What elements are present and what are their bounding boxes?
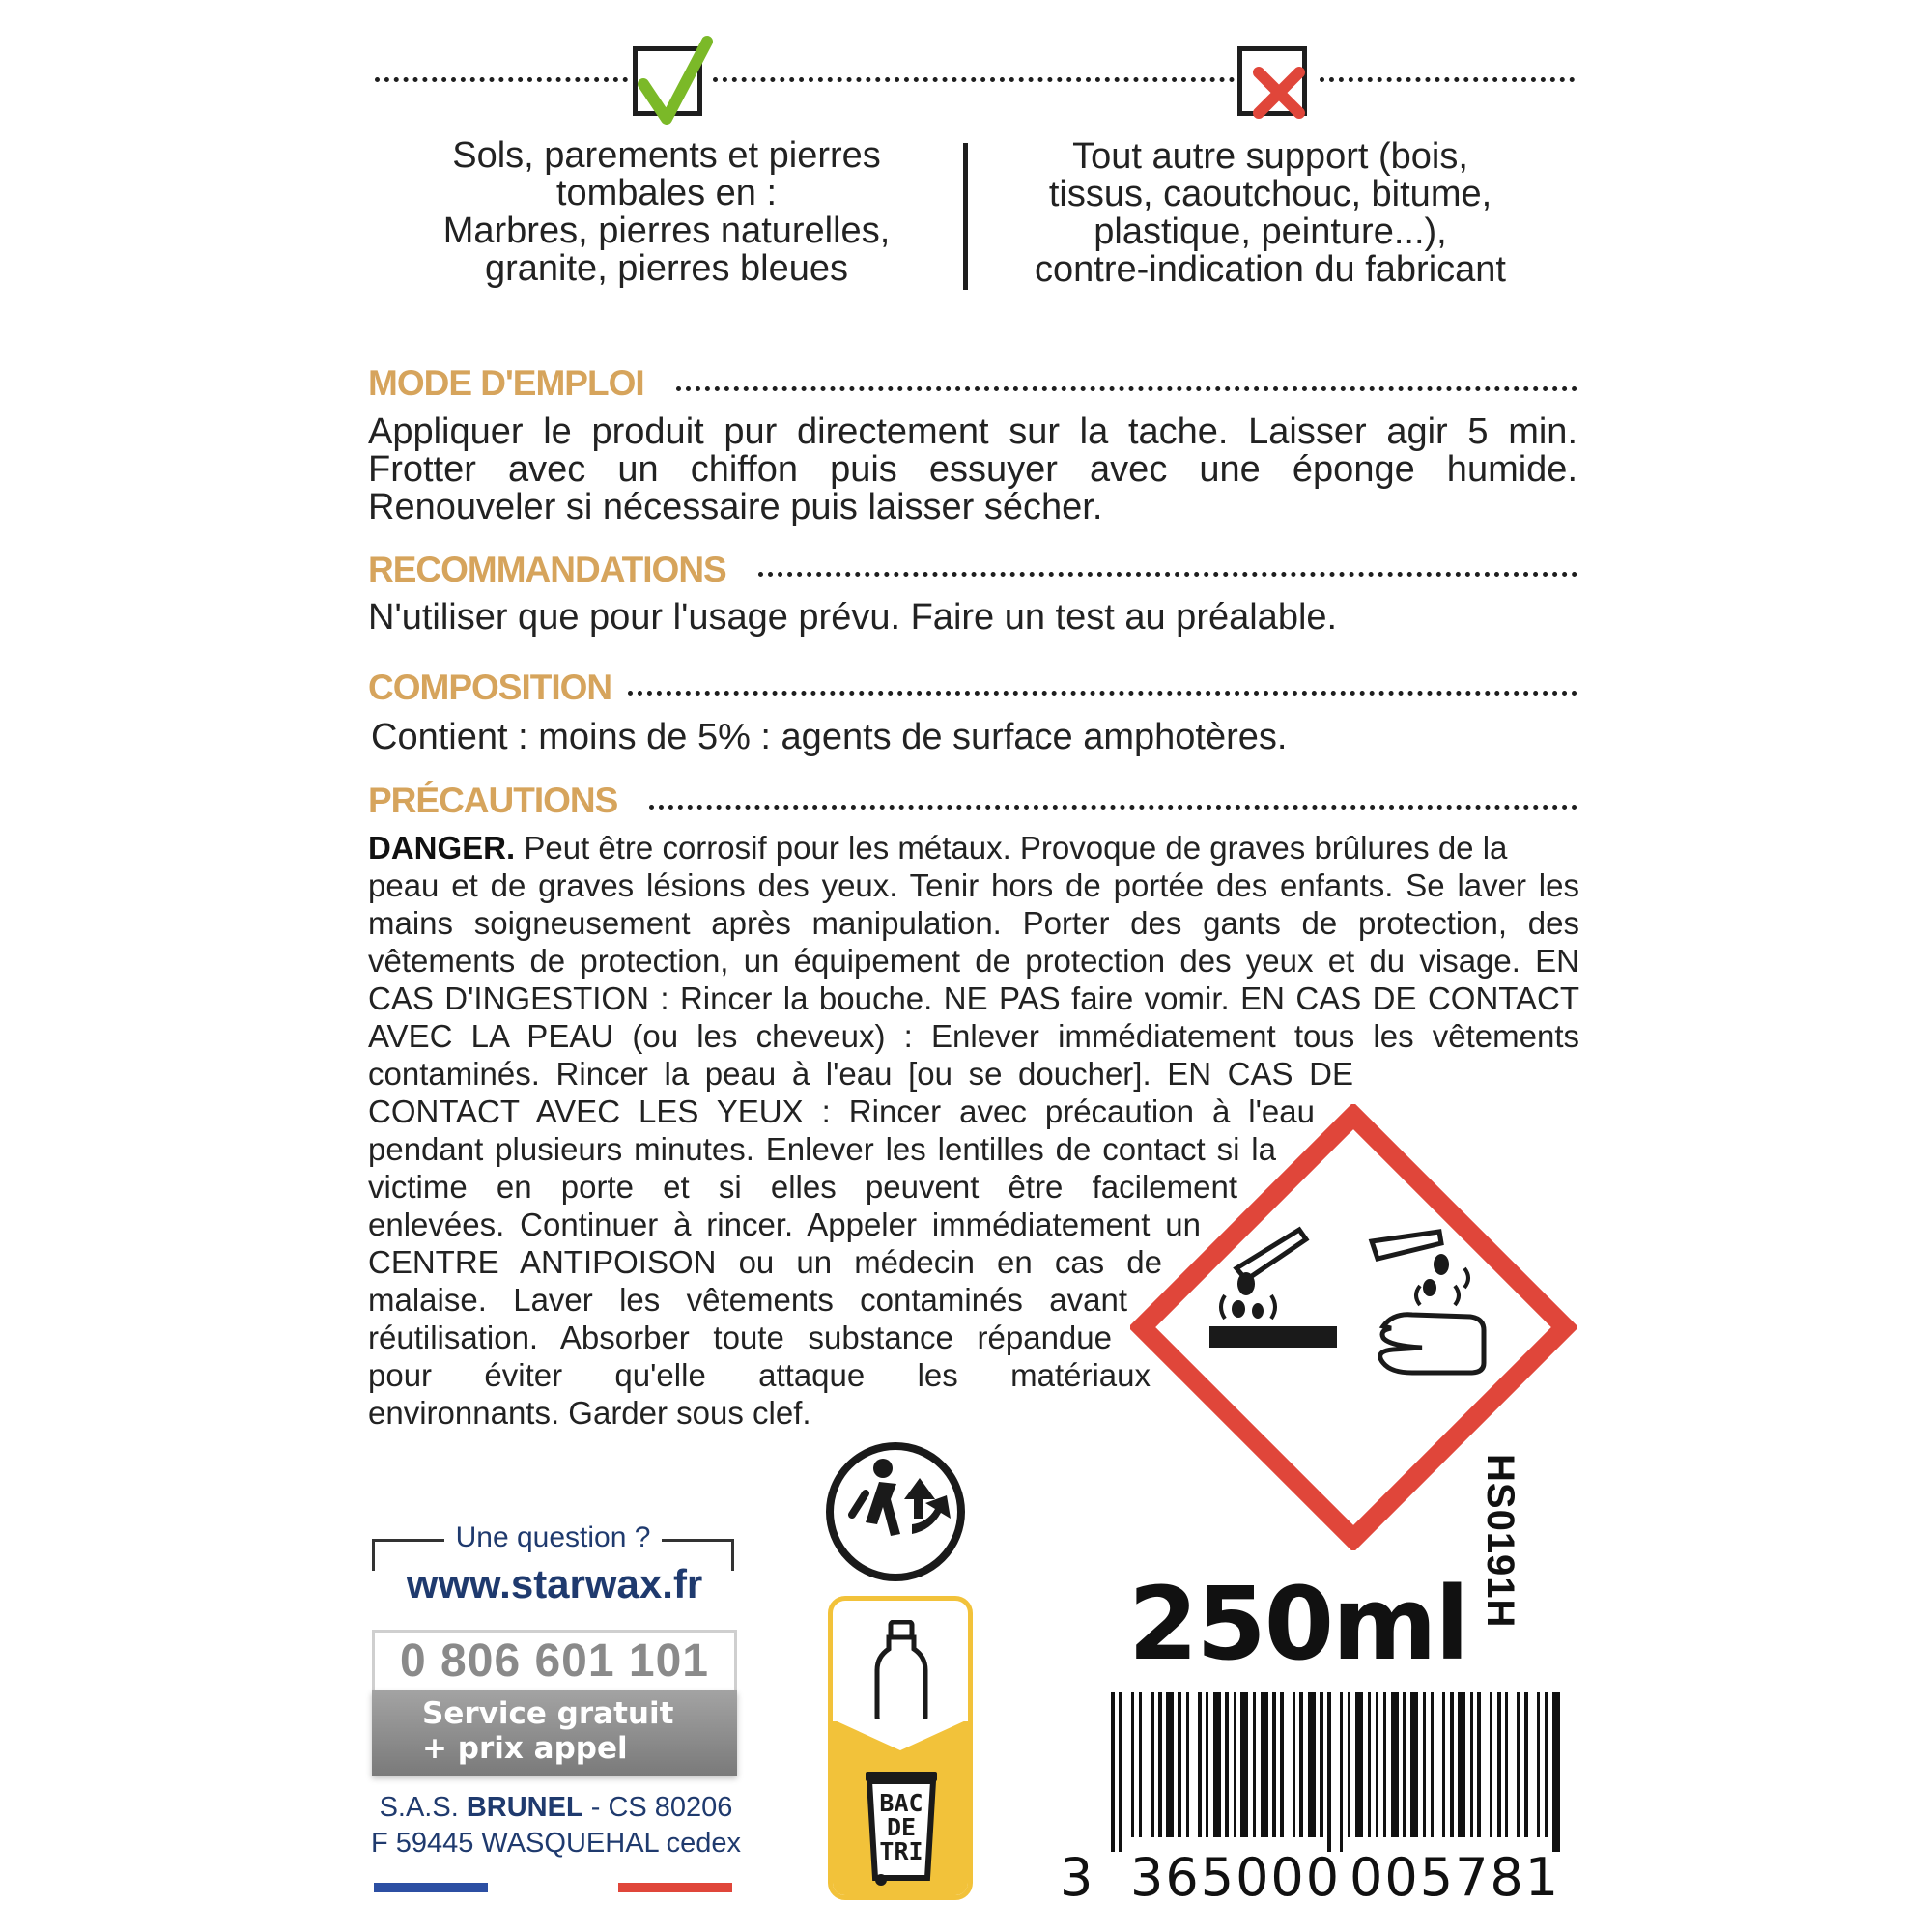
barcode-bar [1119,1692,1122,1852]
barcode-bar [1166,1692,1174,1837]
prec-line-15: environnants. Garder sous clef. [368,1395,811,1431]
cross-icon [1237,46,1307,116]
column-separator [963,143,968,290]
prec-line-0: Peut être corrosif pour les métaux. Provoque de graves brûlures de la [515,830,1508,866]
prec-line-13: réutilisation. Absorber toute substance répandue [368,1320,1112,1355]
barcode-bar [1111,1692,1115,1852]
flag-red-stripe [618,1883,732,1892]
barcode-bar [1537,1692,1540,1837]
barcode-bar [1293,1692,1295,1837]
barcode-bar [1545,1692,1548,1837]
prec-line-6: contaminés. Rincer la peau à l'eau [ou se doucher]. EN CAS DE [368,1056,1353,1092]
barcode-group-2: 005781 [1350,1847,1561,1908]
mode-title: MODE D'EMPLOI [368,363,652,404]
barcode-bar [1225,1692,1229,1837]
prec-line-10: enlevées. Continuer à rincer. Appeler immédiatement un [368,1207,1201,1242]
barcode-bar [1376,1692,1378,1837]
barcode [1111,1692,1560,1852]
barcode-bar [1240,1692,1248,1837]
barcode-bar [1391,1692,1399,1837]
prec-line-5: AVEC LA PEAU (ou les cheveux) : Enlever immédiatement tous les vêtements [368,1018,1579,1054]
barcode-bar [1131,1692,1134,1837]
service-line-1: Service gratuit [422,1696,674,1731]
barcode-bar [1234,1692,1236,1837]
barcode-bar [1490,1692,1492,1837]
barcode-bar [1552,1692,1560,1852]
prec-line-14: pour éviter qu'elle attaque les matériaux [368,1357,1151,1393]
top-divider-middle [713,77,1235,82]
barcode-bar [1158,1692,1162,1837]
company-address: F 59445 WASQUEHAL cedex [370,1828,742,1859]
barcode-bar [1505,1692,1508,1837]
barcode-bar [1308,1692,1316,1837]
precautions-text-wide [368,829,1579,1055]
barcode-bar [1151,1692,1154,1837]
barcode-bar [1299,1692,1303,1837]
suitable-surfaces-text: Sols, parements et pierres tombales en : Marbres, pierres naturelles, granite, pierres bleues [442,135,891,289]
barcode-group-1: 365000 [1130,1847,1342,1908]
prec-divider [649,805,1577,810]
barcode-bar [1368,1692,1371,1837]
website-link[interactable]: www.starwax.fr [406,1561,703,1606]
barcode-bar [1355,1692,1363,1837]
barcode-bar [1206,1692,1208,1837]
compo-divider [628,691,1577,696]
prec-line-3: vêtements de protection, un équipement de protection des yeux et du visage. EN [368,943,1579,979]
sorting-box [828,1596,973,1900]
prec-line-12: malaise. Laver les vêtements contaminés avant [368,1282,1127,1318]
compo-title: COMPOSITION [368,668,619,708]
mode-body: Appliquer le produit pur directement sur la tache. Laisser agir 5 min. Frotter avec un chiffon puis essuyer avec une éponge humide. Renouveler si nécessaire puis laisser sécher. [368,412,1577,527]
compo-body: Contient : moins de 5% : agents de surface amphotères. [371,717,1288,757]
prec-line-11: CENTRE ANTIPOISON ou un médecin en cas de [368,1244,1162,1280]
barcode-bar [1450,1692,1454,1837]
company-line [365,1792,747,1824]
prec-line-4: CAS D'INGESTION : Rincer la bouche. NE PAS faire vomir. EN CAS DE CONTACT [368,980,1579,1016]
product-volume: 250ml [1128,1565,1468,1683]
barcode-bar [1348,1692,1350,1837]
prec-title: PRÉCAUTIONS [368,781,625,821]
question-label: Une question ? [444,1521,662,1554]
barcode-bar [1423,1692,1426,1837]
barcode-bar [1431,1692,1434,1837]
triman-icon [823,1439,968,1584]
barcode-bar [1383,1692,1386,1837]
phone-number[interactable]: 0 806 601 101 [372,1630,737,1690]
barcode-bar [1213,1692,1221,1837]
barcode-bar [1470,1692,1473,1837]
reco-divider [758,572,1577,577]
barcode-bar [1178,1692,1181,1837]
bottle-icon [871,1620,931,1726]
bin-label-line-1: BAC [879,1789,923,1817]
prec-line [368,829,1579,867]
company-prefix: S.A.S. [379,1792,467,1823]
prec-line-2: mains soigneusement après manipulation. Porter des gants de protection, des [368,905,1579,941]
barcode-bar [1186,1692,1189,1837]
service-line-2: + prix appel [422,1731,628,1766]
hazard-code: HS0191H [1479,1454,1521,1629]
top-divider-right [1320,77,1575,82]
barcode-bar [1139,1692,1142,1837]
service-info [372,1690,737,1776]
barcode-bar [1524,1692,1528,1837]
flag-blue-stripe [374,1883,488,1892]
barcode-bar [1198,1692,1202,1837]
bin-label-line-2: DE [886,1813,917,1841]
bin-label [875,1791,927,1863]
barcode-bar [1517,1692,1520,1837]
barcode-digit-first: 3 [1060,1847,1095,1908]
reco-title: RECOMMANDATIONS [368,550,734,590]
danger-label: DANGER. [368,830,516,866]
barcode-bar [1442,1692,1445,1837]
barcode-bar [1458,1692,1465,1837]
prec-line-9: victime en porte et si elles peuvent être facilement [368,1169,1237,1205]
barcode-bar [1280,1692,1284,1837]
sorting-box-lower [833,1721,968,1895]
prec-line-8: pendant plusieurs minutes. Enlever les lentilles de contact si la [368,1131,1276,1167]
barcode-bar [1497,1692,1501,1837]
company-name: BRUNEL [466,1792,583,1823]
barcode-bar [1403,1692,1406,1837]
mode-divider [676,386,1577,391]
bin-label-line-3: TRI [879,1837,923,1865]
barcode-bar [1477,1692,1481,1837]
barcode-bar [1327,1692,1331,1852]
prec-line-1: peau et de graves lésions des yeux. Tenir hors de portée des enfants. Se laver les [368,867,1579,903]
prec-line-7: CONTACT AVEC LES YEUX : Rincer avec précaution à l'eau [368,1094,1315,1129]
chevron-down-icon [833,1719,968,1758]
top-divider-left [375,77,628,82]
reco-body: N'utiliser que pour l'usage prévu. Faire un test au préalable. [368,597,1338,638]
unsuitable-surfaces-text: Tout autre support (bois, tissus, caoutchouc, bitume, plastique, peinture...), contre-indication du fabricant [1035,136,1506,290]
barcode-bar [1272,1692,1276,1837]
barcode-bar [1320,1692,1323,1837]
barcode-bar [1410,1692,1418,1837]
barcode-bar [1253,1692,1256,1837]
barcode-bar [1261,1692,1268,1837]
company-suffix: - CS 80206 [582,1792,733,1823]
check-icon [633,46,702,116]
barcode-bar [1340,1692,1343,1852]
